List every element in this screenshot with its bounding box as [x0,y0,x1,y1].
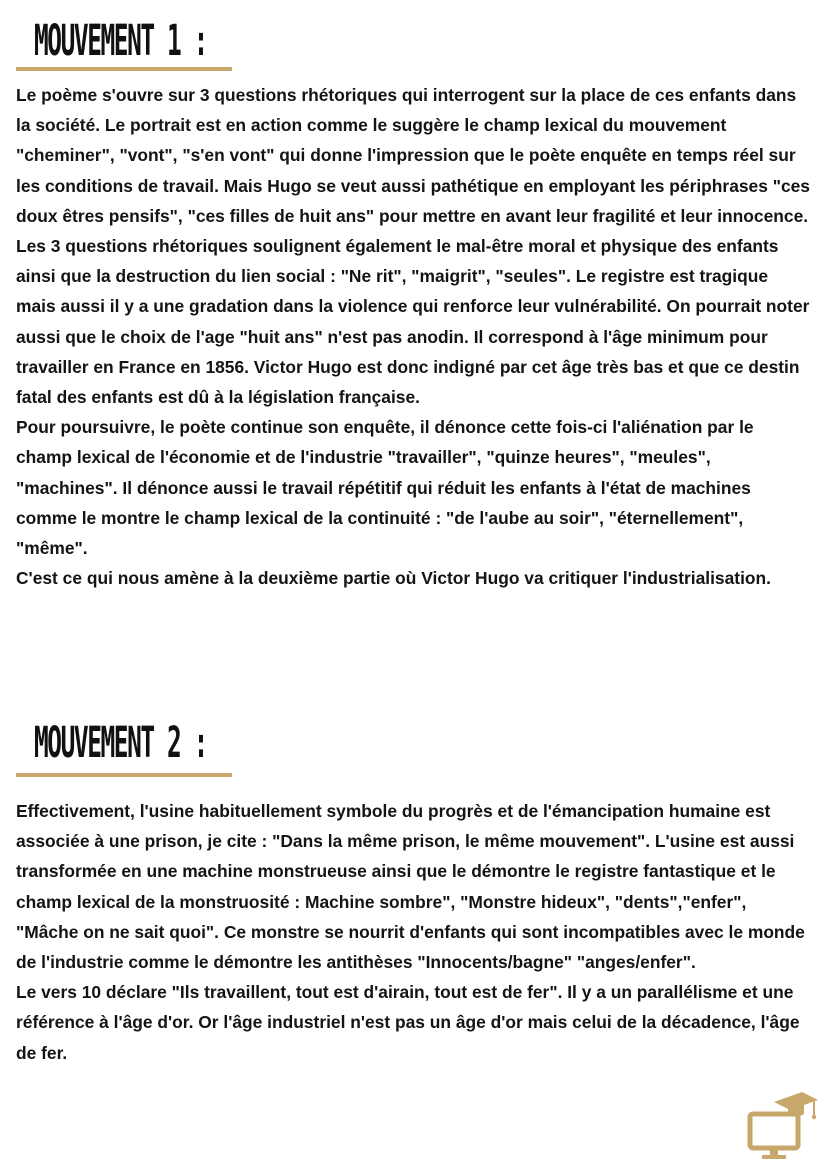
section-2-heading: MOUVEMENT 2 : [34,718,207,769]
paragraph: C'est ce qui nous amène à la deuxième partie où Victor Hugo va critiquer l'industrialisation. [16,568,771,589]
section-2-underline [16,773,232,777]
section-1-body [16,80,812,593]
graduation-cap-monitor-icon [744,1088,820,1164]
section-1-underline [16,67,232,71]
paragraph: Les 3 questions rhétoriques soulignent également le mal-être moral et physique des enfants ainsi que la destruction du lien social : "Ne rit", "maigrit", "seules". Le registre est tragique mais aussi il y a une gradation dans la violence qui renforce leur vulnérabilité. On pourrait noter aussi que le choix de l'age "huit ans" n'est pas anodin. Il correspond à l'âge minimum pour travailler en France en 1856. Victor Hugo est donc indigné par cet âge très bas et que ce destin fatal des enfants est dû à la législation française. [16,236,810,408]
paragraph: Effectivement, l'usine habituellement symbole du progrès et de l'émancipation humaine est associée à une prison, je cite : "Dans la même prison, le même mouvement". L'usine est aussi transformée en une machine monstrueuse ainsi que le démontre le registre fantastique et le champ lexical de la monstruosité : Machine sombre", "Monstre hideux", "dents","enfer", "Mâche on ne sait quoi". Ce monstre se nourrit d'enfants qui sont incompatibles avec le monde de l'industrie comme le démontre les antithèses "Innocents/bagne" "anges/enfer". [16,801,805,973]
paragraph: Le poème s'ouvre sur 3 questions rhétoriques qui interrogent sur la place de ces enfants dans la société. Le portrait est en action comme le suggère le champ lexical du mouvement "cheminer", "vont", "s'en vont" qui donne l'impression que le poète enquête en temps réel sur les conditions de travail. Mais Hugo se veut aussi pathétique en employant les périphrases "ces doux êtres pensifs", "ces filles de huit ans" pour mettre en avant leur fragilité et leur innocence. [16,85,810,226]
section-1-heading: MOUVEMENT 1 : [34,16,207,67]
paragraph: Le vers 10 déclare "Ils travaillent, tout est d'airain, tout est de fer". Il y a un parallélisme et une référence à l'âge d'or. Or l'âge industriel n'est pas un âge d'or mais celui de la décadence, l'âge de fer. [16,982,800,1063]
paragraph: Pour poursuivre, le poète continue son enquête, il dénonce cette fois-ci l'aliénation par le champ lexical de l'économie et de l'industrie "travailler", "quinze heures", "meules", "machines". Il dénonce aussi le travail répétitif qui réduit les enfants à l'état de machines comme le montre le champ lexical de la continuité : "de l'aube au soir", "éternellement", "même". [16,417,754,559]
section-2-body [16,796,812,1068]
